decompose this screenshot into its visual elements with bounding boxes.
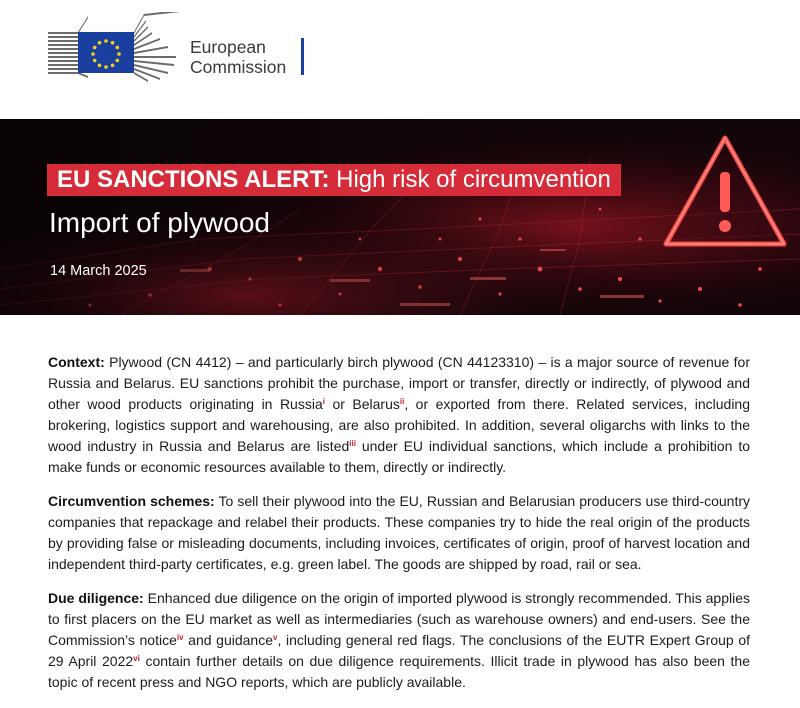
org-name xyxy=(190,37,286,77)
page-subtitle: Import of plywood xyxy=(49,207,270,238)
alert-title xyxy=(47,164,621,196)
due-diligence-text-2: and guidance xyxy=(183,632,274,648)
due-diligence-text-4: contain further details on due diligence requirements. Illicit trade in plywood has also been the topic of recent press and NGO reports, which are publicly available. xyxy=(48,653,751,690)
org-name-line1: European xyxy=(190,37,266,57)
due-diligence-text-3: , including general red flags. The conclusions of the EUTR Expert Group of 29 April 2022 xyxy=(48,632,751,669)
due-diligence-text-1: Enhanced due diligence on the origin of imported plywood is strongly recommended. This applies to first placers on the EU market as well as intermediaries (such as warehouse owners) and end-users. See the Commission’s notice xyxy=(48,590,750,648)
context-text-2: or Belarus xyxy=(324,396,400,412)
logo-divider xyxy=(301,38,304,75)
org-name-line2: Commission xyxy=(190,57,287,77)
alert-title-bold: EU SANCTIONS ALERT: xyxy=(57,166,330,193)
footnote-ref-vi[interactable]: vi xyxy=(133,654,140,663)
footnote-ref-iv[interactable]: iv xyxy=(176,633,184,642)
alert-title-rest: High risk of circumvention xyxy=(329,166,611,193)
context-label: Context: xyxy=(48,354,105,370)
footnote-ref-v[interactable]: v xyxy=(273,633,278,642)
due-diligence-paragraph xyxy=(48,588,750,693)
circumvention-paragraph xyxy=(48,491,750,575)
context-text-4: under EU individual sanctions, which include a prohibition to make funds or economic resources available to them, directly or indirectly. xyxy=(48,438,750,475)
warning-triangle-icon xyxy=(660,132,790,252)
footnote-ref-iii[interactable]: iii xyxy=(349,439,356,448)
due-diligence-label: Due diligence: xyxy=(48,590,144,606)
document-body xyxy=(48,352,750,708)
circumvention-label: Circumvention schemes: xyxy=(48,493,215,509)
context-text-3: , or exported from there. Related services, including brokering, logistics support and warehousing, are also prohibited. In addition, several oligarchs with links to the wood industry in Russia and Belarus are listed xyxy=(48,396,751,454)
footnote-ref-ii[interactable]: ii xyxy=(399,397,405,406)
footnote-ref-i[interactable]: i xyxy=(322,397,325,406)
context-text-1: Plywood (CN 4412) – and particularly birch plywood (CN 44123310) – is a major source of revenue for Russia and Belarus. EU sanctions prohibit the purchase, import or transfer, directly or indirectly, of plywood and other wood products originating in Russia xyxy=(48,354,750,412)
page-header xyxy=(0,0,800,118)
circumvention-text: To sell their plywood into the EU, Russian and Belarusian producers use third-country companies that repackage and relabel their products. These companies try to hide the real origin of the products by providing false or misleading documents, including invoices, certificates of origin, proof of harvest location and independent third-party certificates, e.g. green label. The goods are shipped by road, rail or sea. xyxy=(48,493,750,572)
publication-date: 14 March 2025 xyxy=(50,263,147,279)
context-paragraph xyxy=(48,352,750,478)
